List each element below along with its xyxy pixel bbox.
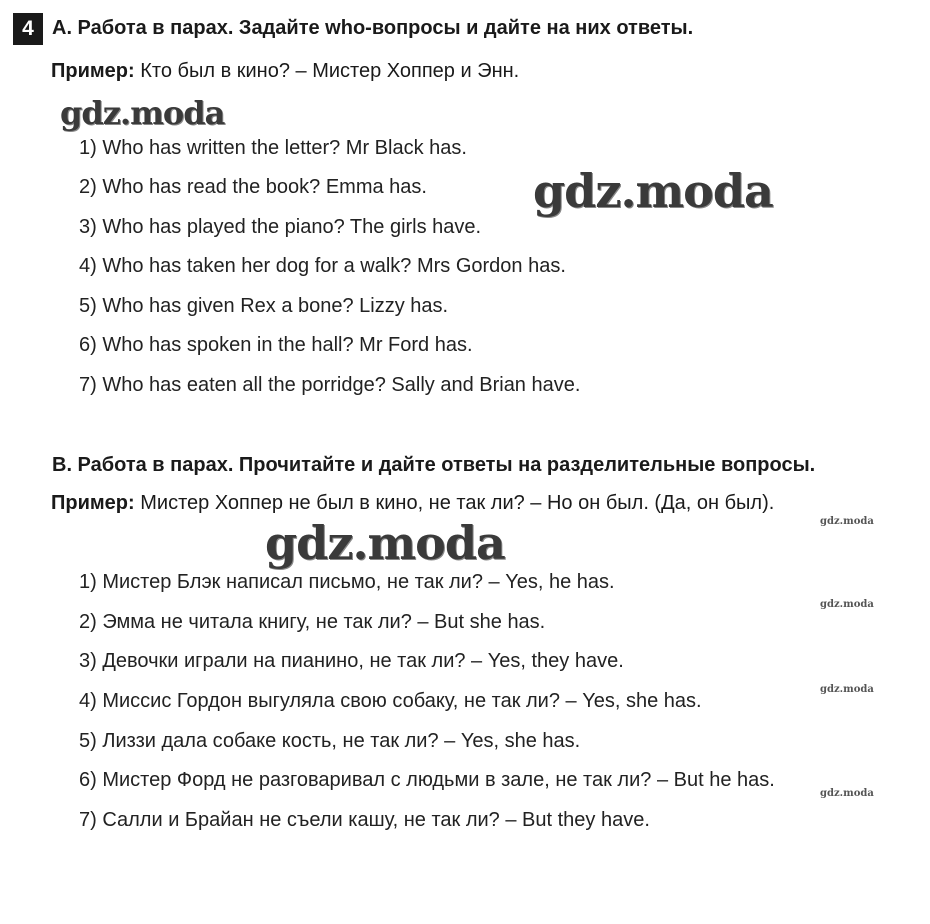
list-item: 3) Who has played the piano? The girls have. <box>79 216 482 238</box>
list-item: 4) Who has taken her dog for a walk? Mrs Gordon has. <box>79 255 566 277</box>
list-item: 3) Девочки играли на пианино, не так ли? – Yes, they have. <box>79 650 624 672</box>
watermark: gdz.moda <box>820 684 874 695</box>
section-a-example <box>51 60 519 83</box>
section-b-heading: B. Работа в парах. Прочитайте и дайте ответы на разделительные вопросы. <box>52 454 816 476</box>
section-a-heading: A. Работа в парах. Задайте who-вопросы и дайте на них ответы. <box>52 17 694 39</box>
watermark: gdz.moda <box>820 516 874 527</box>
example-text: Мистер Хоппер не был в кино, не так ли? – Но он был. (Да, он был). <box>134 492 775 514</box>
list-item: 6) Who has spoken in the hall? Mr Ford has. <box>79 334 473 356</box>
watermark: gdz.moda <box>265 516 505 570</box>
example-text: Кто был в кино? – Мистер Хоппер и Энн. <box>134 60 520 82</box>
list-item: 5) Лиззи дала собаке кость, не так ли? – Yes, she has. <box>79 730 581 752</box>
example-label: Пример: <box>51 60 135 82</box>
list-item: 7) Салли и Брайан не съели кашу, не так ли? – But they have. <box>79 809 650 831</box>
list-item: 7) Who has eaten all the porridge? Sally and Brian have. <box>79 374 581 396</box>
list-item: 4) Миссис Гордон выгуляла свою собаку, не так ли? – Yes, she has. <box>79 690 702 712</box>
list-item: 2) Who has read the book? Emma has. <box>79 176 427 198</box>
watermark: gdz.moda <box>60 94 225 132</box>
section-b-example <box>51 492 774 515</box>
watermark: gdz.moda <box>533 164 773 218</box>
watermark: gdz.moda <box>820 599 874 610</box>
list-item: 1) Who has written the letter? Mr Black has. <box>79 137 467 159</box>
watermark: gdz.moda <box>820 788 874 799</box>
list-item: 2) Эмма не читала книгу, не так ли? – But she has. <box>79 611 546 633</box>
list-item: 1) Мистер Блэк написал письмо, не так ли? – Yes, he has. <box>79 571 615 593</box>
exercise-number-badge: 4 <box>13 13 43 45</box>
list-item: 6) Мистер Форд не разговаривал с людьми в зале, не так ли? – But he has. <box>79 769 775 791</box>
example-label: Пример: <box>51 492 135 514</box>
list-item: 5) Who has given Rex a bone? Lizzy has. <box>79 295 449 317</box>
